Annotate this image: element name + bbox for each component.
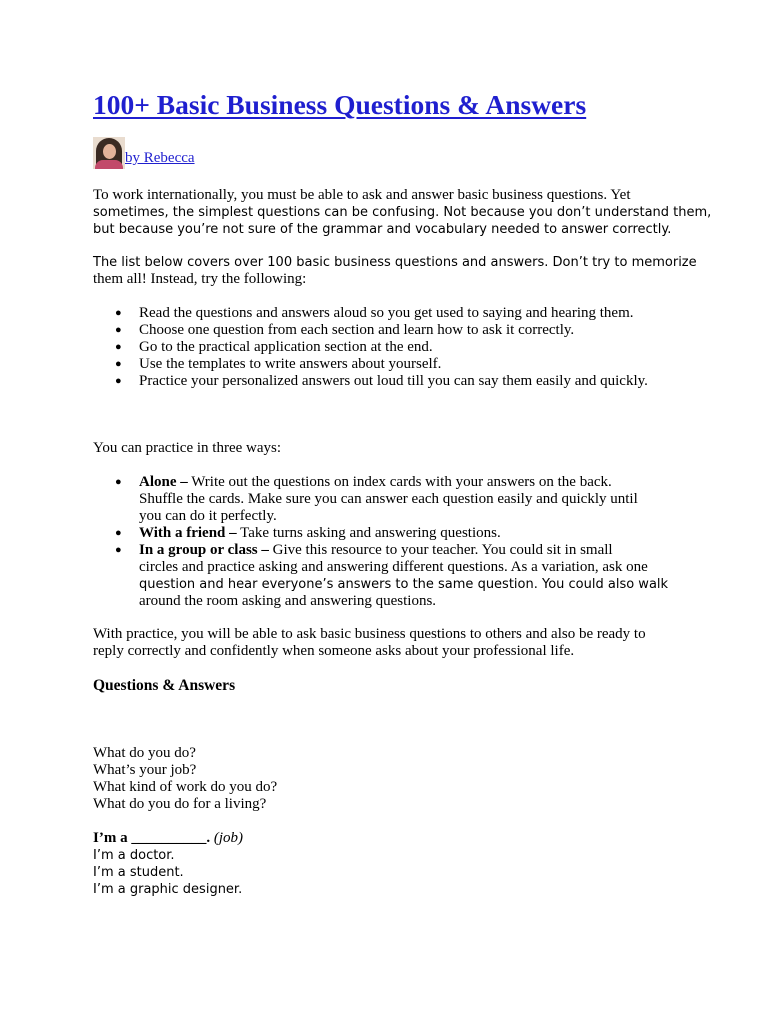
answer-pattern: I’m a __________. (job) bbox=[93, 830, 243, 846]
text-line: reply correctly and confidently when someone asks about your professional life. bbox=[93, 643, 575, 659]
bullet-icon: ● bbox=[115, 307, 122, 319]
text-line: To work internationally, you must be able to ask and answer basic business questions. Yet bbox=[93, 187, 631, 203]
intro-paragraph-2 bbox=[93, 254, 697, 288]
bullet-icon: ● bbox=[115, 341, 122, 353]
list-item: ● Use the templates to write answers about yourself. bbox=[115, 356, 442, 372]
bullet-icon: ● bbox=[115, 375, 122, 387]
text-line: With practice, you will be able to ask basic business questions to others and also be ready to bbox=[93, 626, 646, 642]
author-avatar bbox=[93, 137, 125, 169]
answer-line: I’m a graphic designer. bbox=[93, 882, 243, 897]
text-line: but because you’re not sure of the grammar and vocabulary needed to answer correctly. bbox=[93, 222, 672, 237]
list-item: ● Alone – Write out the questions on index cards with your answers on the back. Shuffle the cards. Make sure you can answer each question easily and quickly until you can do it perfectly. bbox=[115, 474, 638, 524]
bullet-icon: ● bbox=[115, 324, 122, 336]
answer-group bbox=[93, 830, 243, 898]
text-line: sometimes, the simplest questions can be confusing. Not because you don’t understand them, bbox=[93, 205, 712, 220]
bullet-icon: ● bbox=[115, 358, 122, 370]
text-line: them all! Instead, try the following: bbox=[93, 271, 307, 287]
text-line: The list below covers over 100 basic business questions and answers. Don’t try to memorize bbox=[93, 255, 697, 270]
question-line: What do you do? bbox=[93, 745, 196, 761]
practice-ways-list bbox=[93, 474, 693, 610]
bullet-icon: ● bbox=[115, 476, 122, 488]
practice-intro: You can practice in three ways: bbox=[93, 440, 281, 456]
question-line: What kind of work do you do? bbox=[93, 779, 278, 795]
byline bbox=[93, 137, 195, 169]
answer-line: I’m a student. bbox=[93, 865, 184, 880]
question-line: What do you do for a living? bbox=[93, 796, 267, 812]
bullet-icon: ● bbox=[115, 527, 122, 539]
intro-paragraph-1 bbox=[93, 187, 712, 238]
list-item: ● Go to the practical application section at the end. bbox=[115, 339, 433, 355]
closing-paragraph bbox=[93, 626, 693, 660]
list-item: ● Choose one question from each section and learn how to ask it correctly. bbox=[115, 322, 575, 338]
page-title[interactable]: 100+ Basic Business Questions & Answers bbox=[93, 89, 587, 120]
tips-list bbox=[93, 305, 693, 390]
list-item: ● Practice your personalized answers out loud till you can say them easily and quickly. bbox=[115, 373, 648, 389]
list-item: ● With a friend – Take turns asking and answering questions. bbox=[115, 525, 501, 541]
author-link[interactable]: by Rebecca bbox=[125, 150, 195, 166]
list-item: ● Read the questions and answers aloud so you get used to saying and hearing them. bbox=[115, 305, 634, 321]
question-group bbox=[93, 745, 277, 813]
section-heading: Questions & Answers bbox=[93, 677, 236, 694]
list-item: ● In a group or class – Give this resource to your teacher. You could sit in small circles and practice asking and answering different questions. As a variation, ask one question and hear everyone’s answers to the same question. You could also walk around the room asking and answering questions. bbox=[115, 542, 669, 609]
answer-line: I’m a doctor. bbox=[93, 848, 175, 863]
question-line: What’s your job? bbox=[93, 762, 197, 778]
bullet-icon: ● bbox=[115, 544, 122, 556]
